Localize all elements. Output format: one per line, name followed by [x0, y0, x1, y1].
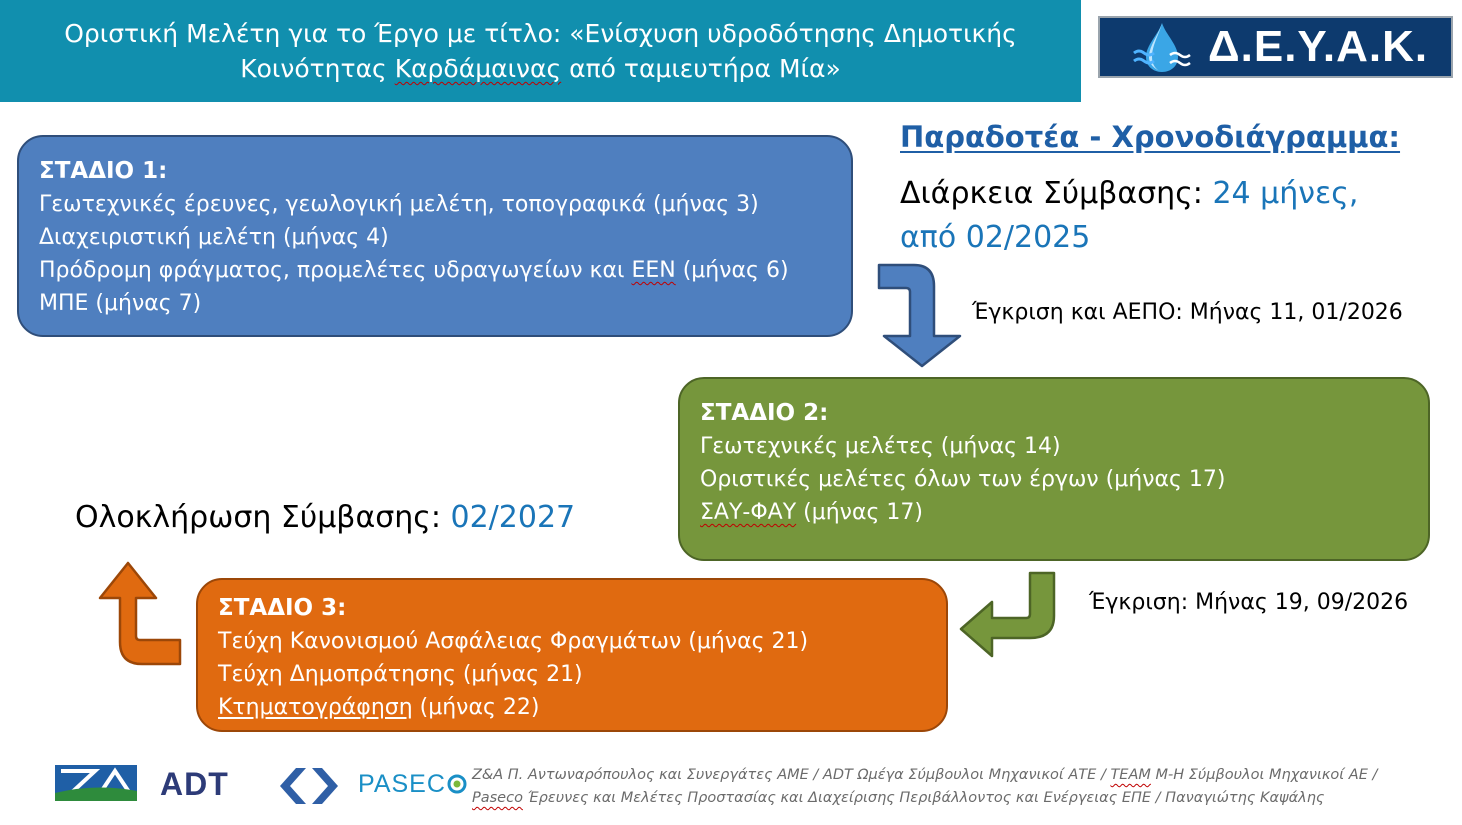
approval-stage2: Έγκριση: Μήνας 19, 09/2026 — [1089, 590, 1409, 615]
footer-part: Paseco — [472, 790, 523, 806]
footer-part: Ζ&Α Π. Αντωναρόπουλος και Συνεργάτες ΑΜΕ / ADT Ωμέγα Σύμβουλοι Μηχανικοί ΑΤΕ / — [472, 767, 1111, 783]
stage-1-item-abbrev: ΕΕΝ — [631, 258, 676, 283]
stage-2-item: Γεωτεχνικές μελέτες (μήνας 14) — [700, 434, 1061, 459]
team-logo-icon — [276, 766, 342, 806]
arrow-down-blue-icon — [876, 262, 968, 372]
footer-line — [472, 764, 1432, 787]
header-title-line1: Οριστική Μελέτη για το Έργο με τίτλο: «Ενίσχυση υδροδότησης Δημοτικής — [64, 19, 1017, 48]
stage-3-item: Τεύχη Δημοπράτησης (μήνας 21) — [218, 662, 583, 687]
paseco-circle-icon — [446, 773, 468, 795]
stage-1-item: ΜΠΕ (μήνας 7) — [39, 291, 202, 316]
water-drop-icon — [1128, 19, 1198, 75]
footer-part: Μ-Η Σύμβουλοι Μηχανικοί ΑΕ / — [1150, 767, 1378, 783]
paseco-logo — [358, 770, 468, 799]
footer-partners — [472, 764, 1432, 810]
stage-1-item-part: Πρόδρομη φράγματος, προμελέτες υδραγωγείων και — [39, 258, 632, 283]
duration-label: Διάρκεια Σύμβασης: — [900, 176, 1213, 211]
completion-date: 02/2027 — [450, 500, 576, 535]
completion-label: Ολοκλήρωση Σύμβασης: — [75, 500, 451, 535]
stage-3-item: Τεύχη Κανονισμού Ασφάλειας Φραγμάτων (μήνας 21) — [218, 629, 809, 654]
footer-part: ΤΕΑΜ — [1110, 767, 1151, 783]
stage-2-item — [700, 496, 1408, 529]
contract-duration — [900, 172, 1440, 260]
paseco-logo-text: PASEC — [358, 770, 446, 798]
stage-1-item-part: (μήνας 6) — [675, 258, 789, 283]
arrow-up-orange-icon — [96, 560, 186, 668]
header-title-line2 — [240, 51, 841, 86]
duration-value: 24 μήνες, — [1212, 176, 1359, 211]
stage-3-item-part: Κτηματογράφηση — [218, 695, 413, 720]
stage-1-box — [17, 135, 853, 337]
deyak-logo — [1098, 16, 1453, 78]
stage-3-title: ΣΤΑΔΙΟ 3: — [218, 595, 347, 621]
approval-stage1: Έγκριση και ΑΕΠΟ: Μήνας 11, 01/2026 — [972, 300, 1403, 325]
stage-2-title: ΣΤΑΔΙΟ 2: — [700, 400, 829, 426]
logo-text: Δ.Ε.Υ.Α.Κ. — [1208, 22, 1429, 71]
header-title-part: Κοινότητας — [240, 54, 395, 83]
za-logo-icon — [55, 765, 137, 801]
stage-1-item: Διαχειριστική μελέτη (μήνας 4) — [39, 225, 389, 250]
stage-1-item: Γεωτεχνικές έρευνες, γεωλογική μελέτη, τοπογραφικά (μήνας 3) — [39, 192, 759, 217]
stage-3-box — [196, 578, 948, 732]
contract-completion — [75, 500, 575, 535]
stage-1-item — [39, 254, 831, 287]
header-title-part: από ταμιευτήρα Μία» — [561, 54, 841, 83]
stage-2-box — [678, 377, 1430, 561]
stage-1-title: ΣΤΑΔΙΟ 1: — [39, 158, 168, 184]
duration-start: από 02/2025 — [900, 220, 1091, 255]
footer-part: Έρευνες και Μελέτες Προστασίας και Διαχείρισης Περιβάλλοντος και Ενέργειας ΕΠΕ / Παναγιώτης Καψάλης — [522, 790, 1325, 806]
stage-2-item-abbrev: ΣΑΥ-ΦΑΥ — [700, 500, 797, 525]
arrow-left-green-icon — [958, 570, 1068, 660]
stage-3-item-part: (μήνας 22) — [412, 695, 540, 720]
stage-2-item: Οριστικές μελέτες όλων των έργων (μήνας 17) — [700, 467, 1226, 492]
header-band — [0, 0, 1081, 102]
stage-3-item — [218, 691, 926, 724]
footer-line — [472, 787, 1432, 810]
adt-logo: ADT — [160, 766, 229, 802]
deliverables-title: Παραδοτέα - Χρονοδιάγραμμα: — [900, 120, 1401, 154]
stage-2-item-part: (μήνας 17) — [796, 500, 923, 525]
header-title-place: Καρδάμαινας — [394, 54, 562, 83]
